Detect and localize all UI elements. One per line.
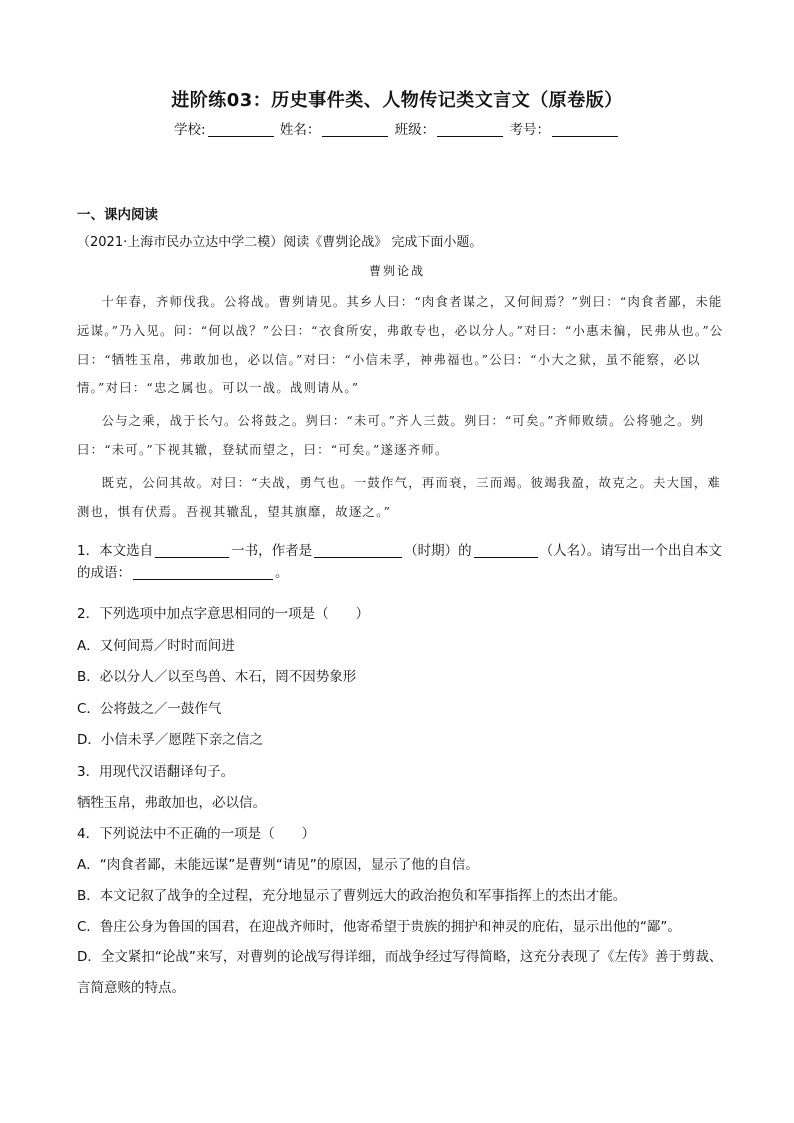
section-heading: 一、课内阅读	[77, 207, 158, 223]
q1-text-3: （时期）的	[404, 543, 472, 559]
q4-option-c[interactable]: C．鲁庄公身为鲁国的国君，在迎战齐师时，他寄希望于贵族的拥护和神灵的庇佑，显示出他的“鄙”。	[77, 919, 681, 935]
q2-option-b[interactable]: B．必以分人／以至鸟兽、木石，罔不因势象形	[77, 669, 357, 685]
passage-title: 曹刿论战	[368, 264, 425, 278]
q1-blank-idiom[interactable]	[133, 564, 273, 580]
q4-option-b[interactable]: B．本文记叙了战争的全过程，充分地显示了曹刿远大的政治抱负和军事指挥上的杰出才能。	[77, 888, 627, 904]
name-label: 姓名：	[279, 122, 321, 138]
passage-paragraph: 十年春，齐师伐我。公将战。曹刿请见。其乡人曰：“肉食者谋之，又何间焉？”刿曰：“肉食者鄙，未能远谋。”乃入见。问：“何以战？”公曰：“衣食所安，弗敢专也，必以分人。”对曰：“小惠未徧，民弗从也。”公曰：“牺牲玉帛，弗敢加也，必以信。”对曰：“小信未孚，神弗福也。”公曰：“小大之狱，虽不能察，必以情。”对曰：“忠之属也。可以一战。战则请从。”	[77, 295, 724, 396]
q1-text-5: 。	[275, 565, 289, 581]
passage-paragraph: 既克，公问其故。对曰：“夫战，勇气也。一鼓作气，再而衰，三而竭。彼竭我盈，故克之。夫大国，难测也，惧有伏焉。吾视其辙乱，望其旗靡，故逐之。”	[77, 475, 722, 519]
source-note: （2021·上海市民办立达中学二模）阅读《曹刿论战》 完成下面小题。	[77, 235, 483, 250]
q2-option-d[interactable]: D．小信未孚／愿陛下亲之信之	[77, 732, 263, 748]
school-blank[interactable]	[208, 122, 274, 137]
exam-no-blank[interactable]	[552, 122, 618, 137]
document-title: 进阶练03：历史事件类、人物传记类文言文（原卷版）	[171, 90, 623, 111]
name-blank[interactable]	[322, 122, 388, 137]
q1-text-2: 一书，作者是	[231, 543, 313, 559]
q1-text-4: （人名）。请写出一个出自本文的成语：	[77, 543, 722, 581]
q1-blank-book[interactable]	[155, 542, 229, 558]
q2-option-a[interactable]: A．又何间焉／时时而间进	[77, 638, 235, 654]
q4-option-a[interactable]: A．“肉食者鄙，未能远谋”是曹刿“请见”的原因，显示了他的自信。	[77, 857, 479, 873]
q1-text-1: 1．本文选自	[77, 543, 154, 559]
passage-paragraph: 公与之乘，战于长勺。公将鼓之。刿曰：“未可。”齐人三鼓。刿曰：“可矣。”齐师败绩。公将驰之。刿曰：“未可。”下视其辙，登轼而望之，曰：“可矣。”遂逐齐师。	[77, 414, 705, 457]
school-label: 学校:	[174, 122, 206, 138]
question-1	[77, 540, 725, 584]
q2-option-c[interactable]: C．公将鼓之／一鼓作气	[77, 701, 222, 717]
question-4-stem: 4．下列说法中不正确的一项是（ ）	[77, 826, 316, 842]
question-3-stem: 3．用现代汉语翻译句子。	[77, 764, 235, 780]
question-2-stem: 2．下列选项中加点字意思相同的一项是（ ）	[77, 606, 370, 622]
q3-sentence: 牺牲玉帛，弗敢加也，必以信。	[77, 795, 266, 811]
student-info-line	[0, 118, 794, 138]
q1-blank-person[interactable]	[474, 542, 538, 558]
class-label: 班级：	[394, 122, 436, 138]
class-blank[interactable]	[437, 122, 503, 137]
exam-no-label: 考号：	[509, 122, 550, 138]
q4-option-d[interactable]: D．全文紧扣“论战”来写，对曹刿的论战写得详细，而战争经过写得简略，这充分表现了《左传》善于剪裁、言简意赅的特点。	[77, 949, 723, 996]
q1-blank-author[interactable]	[314, 542, 402, 558]
passage-text	[77, 288, 725, 530]
